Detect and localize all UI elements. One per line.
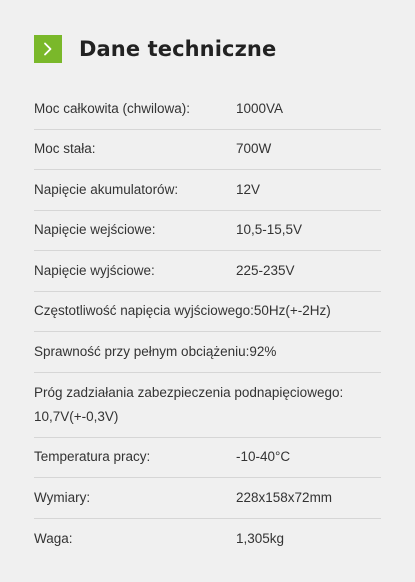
spec-label: Napięcie wejściowe: [34, 222, 156, 238]
spec-label: Częstotliwość napięcia wyjściowego: [34, 303, 254, 319]
spec-row-battery-voltage [34, 170, 381, 211]
spec-row-operating-temperature [34, 438, 381, 479]
spec-label: Napięcie wyjściowe: [34, 262, 155, 278]
spec-label: Próg zadziałania zabezpieczenia podnapięciowego: [34, 384, 344, 400]
spec-label: Temperatura pracy: [34, 449, 151, 465]
spec-row-output-frequency [34, 292, 381, 333]
spec-value: 225-235V [236, 262, 295, 278]
spec-row-input-voltage [34, 211, 381, 252]
spec-label: Moc całkowita (chwilowa): [34, 100, 191, 116]
spec-row-total-power [34, 89, 381, 130]
spec-value: 1000VA [236, 100, 284, 116]
spec-value: -10-40°C [236, 449, 291, 465]
spec-label: Napięcie akumulatorów: [34, 181, 179, 197]
spec-label: Sprawność przy pełnym obciążeniu: [34, 343, 250, 359]
spec-value: 700W [236, 141, 272, 157]
section-title: Dane techniczne [79, 37, 277, 61]
chevron-right-icon [34, 35, 62, 63]
spec-row-efficiency [34, 332, 381, 373]
spec-label: Moc stała: [34, 141, 96, 157]
spec-value: 1,305kg [236, 530, 285, 546]
spec-list [34, 89, 381, 559]
spec-label: Waga: [34, 530, 73, 546]
spec-row-undervoltage-threshold [34, 373, 381, 438]
spec-row-dimensions [34, 478, 381, 519]
spec-value: 92% [249, 343, 277, 359]
spec-value: 12V [236, 181, 261, 197]
spec-value: 10,5-15,5V [236, 222, 303, 238]
spec-value: 228x158x72mm [236, 489, 333, 505]
spec-label: Wymiary: [34, 489, 91, 505]
section-header [34, 34, 276, 64]
spec-value: 50Hz(+-2Hz) [253, 303, 331, 319]
spec-row-output-voltage [34, 251, 381, 292]
spec-value: 10,7V(+-0,3V) [34, 408, 119, 424]
spec-row-continuous-power [34, 130, 381, 171]
spec-row-weight [34, 519, 381, 560]
